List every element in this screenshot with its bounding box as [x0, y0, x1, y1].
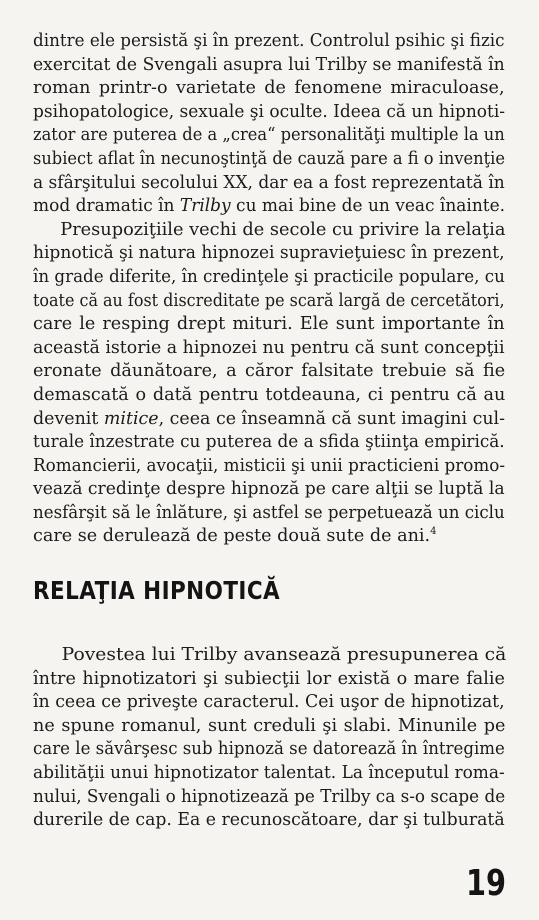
body-text-top [33, 30, 505, 549]
text-line: zator are puterea de a „crea“ personalităţi multiple la un [33, 125, 505, 146]
text-line: între hipnotizatori şi subiecţii lor există o mare falie [33, 668, 505, 689]
text-line: dintre ele persistă şi în prezent. Controlul psihic şi fizic [33, 31, 505, 51]
footnote-marker: 4 [430, 526, 437, 538]
text-line: demascată o dată pentru totdeauna, ci pentru că au [33, 384, 506, 405]
text-line: a sfârşitului secolului XX, dar ea a fost reprezentată în [33, 172, 505, 193]
body-text-bottom [33, 644, 505, 833]
text-run: devenit [33, 408, 104, 429]
text-line [33, 195, 506, 219]
text-run: , ceea ce înseamnă că sunt imagini cul- [158, 408, 506, 429]
text-line: toate că au fost discreditate pe scară largă de cercetători, [33, 290, 505, 311]
text-line: ne spune romanul, sunt creduli şi slabi. Minunile pe [33, 715, 506, 736]
paragraph-1 [33, 30, 505, 219]
italic-word-mitice: mitice [103, 408, 159, 429]
text-line: roman printr-o varietate de fenomene miraculoase, [33, 78, 505, 99]
paragraph-3 [33, 644, 505, 833]
text-line: în ceea ce priveşte caracterul. Cei uşor de hipnotizat, [33, 692, 505, 713]
text-line: exercitat de Svengali asupra lui Trilby se manifestă în [33, 54, 505, 75]
text-line [33, 408, 506, 432]
text-line: Povestea lui Trilby avansează presupunerea că [61, 645, 507, 665]
text-run: care se derulează de peste două sute de ani. [33, 526, 431, 547]
text-run: cu mai bine de un veac înainte. [230, 196, 506, 217]
text-run: mod dramatic în [33, 196, 180, 217]
italic-title-trilby: Trilby [179, 196, 231, 217]
text-line: nului, Svengali o hipnotizează pe Trilby ca s-o scape de [33, 786, 506, 807]
text-line: vează credinţe despre hipnoză pe care alţii se luptă la [33, 479, 505, 500]
text-line: eronate dăunătoare, a căror falsitate trebuie să fie [33, 361, 506, 382]
text-line: această istorie a hipnozei nu pentru că sunt concepţii [33, 337, 505, 358]
text-line: psihopatologice, sexuale şi oculte. Ideea că un hipnoti- [33, 101, 506, 122]
text-line: în grade diferite, în credinţele şi practicile populare, cu [33, 266, 505, 287]
text-line: turale înzestrate cu puterea de a sfida ştiinţa empirică. [33, 432, 505, 453]
text-line [33, 525, 505, 549]
text-line: abilităţii unui hipnotizator talentat. La începutul roma- [33, 762, 505, 783]
section-heading: RELAŢIA HIPNOTICĂ [33, 576, 281, 605]
paragraph-2 [33, 219, 505, 549]
page-number: 19 [465, 863, 506, 904]
text-line: Romancierii, avocaţii, misticii şi unii practicieni promo- [33, 455, 506, 476]
text-line: subiect aflat în necunoştinţă de cauză pare a fi o invenţie [33, 148, 505, 169]
text-line: Presupoziţiile vechi de secole cu privire la relaţia [60, 219, 506, 240]
text-line: durerile de cap. Ea e recunoscătoare, dar şi tulburată [33, 810, 505, 831]
text-line: care le resping drept mituri. Ele sunt importante în [33, 314, 505, 335]
text-line: nesfârşit să le înlăture, şi astfel se perpetuează un ciclu [33, 502, 505, 523]
text-line: care le săvârşesc sub hipnoză se datorează în întregime [33, 739, 505, 760]
text-line: hipnotică şi natura hipnozei supravieţuiesc în prezent, [33, 243, 505, 264]
